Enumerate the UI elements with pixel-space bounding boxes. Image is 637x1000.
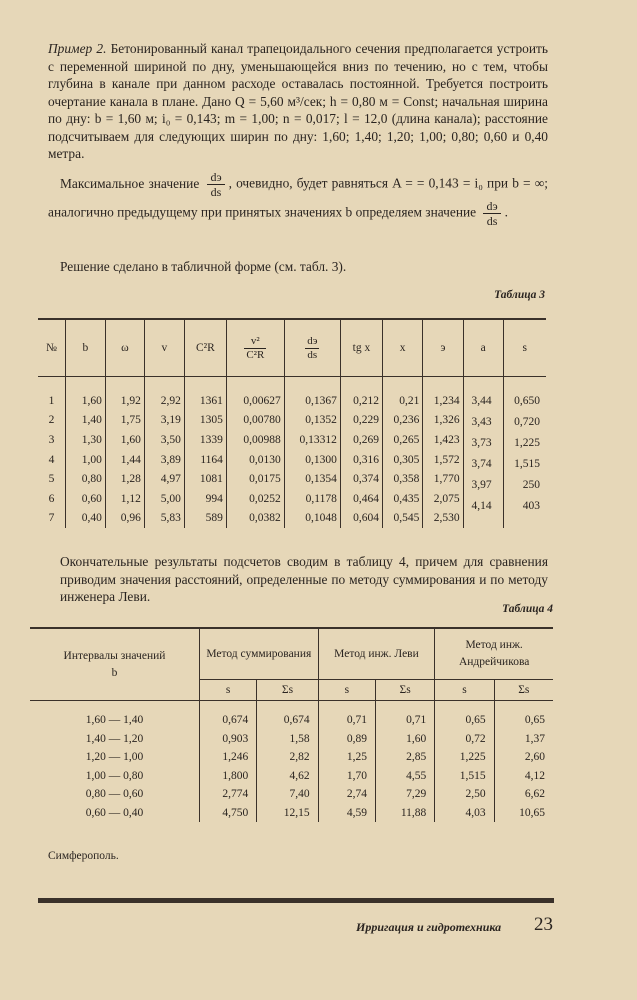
col-num: № bbox=[38, 319, 65, 377]
col-b: b bbox=[65, 319, 105, 377]
col-de-ds: dэ ds bbox=[284, 319, 340, 377]
paragraph-results: Окончательные результаты подсчетов сводим в таблицу 4, причем для сравнения приводим значения расстояний, определенные по методу суммирования и по методу инженера Леви. bbox=[60, 554, 548, 604]
table-row: 1,20 — 1,00 1,246 2,82 1,25 2,85 1,225 2,60 bbox=[30, 748, 553, 767]
table-row: 1,60 — 1,40 0,674 0,674 0,71 0,71 0,65 0,65 bbox=[30, 701, 553, 730]
table-row: 3 1,30 1,60 3,50 1339 0,00988 0,13312 0,269 0,265 1,423 bbox=[38, 430, 546, 450]
table-row: 2 1,40 1,75 3,19 1305 0,00780 0,1352 0,229 0,236 1,326 bbox=[38, 411, 546, 431]
max-value-text: Максимальное значение bbox=[60, 175, 200, 191]
col-omega: ω bbox=[105, 319, 144, 377]
city-signature: Симферополь. bbox=[48, 850, 119, 862]
sub-s-1: s bbox=[199, 680, 256, 701]
sub-sum-2: Σs bbox=[375, 680, 434, 701]
header-method-levi: Метод инж. Леви bbox=[318, 628, 435, 680]
table-row: 1,00 — 0,80 1,800 4,62 1,70 4,55 1,515 4,12 bbox=[30, 767, 553, 786]
col-c2r: C²R bbox=[184, 319, 226, 377]
table-row: 0,60 — 0,40 4,750 12,15 4,59 11,88 4,03 10,65 bbox=[30, 804, 553, 823]
paragraph-max-value bbox=[48, 170, 548, 228]
table-row: 5 0,80 1,28 4,97 1081 0,0175 0,1354 0,374 0,358 1,770 bbox=[38, 469, 546, 489]
table-row: 4 1,00 1,44 3,89 1164 0,0130 0,1300 0,316 0,305 1,572 bbox=[38, 450, 546, 470]
header-method-andreichikov: Метод инж. Андрейчикова bbox=[435, 628, 553, 680]
table-row: 1 1,60 1,92 2,92 1361 0,00627 0,1367 0,212 0,21 1,234 3,44 3,43 3,73 3,74 3,97 4,14 0,650 0,720 1,225 1,515 250 403 bbox=[38, 377, 546, 411]
paragraph-example bbox=[48, 40, 548, 163]
col-x: x bbox=[383, 319, 423, 377]
header-interval: Интервалы значений b bbox=[30, 628, 199, 701]
running-footer: Ирригация и гидротехника bbox=[356, 920, 502, 934]
table-3 bbox=[38, 318, 546, 528]
table-row: 7 0,40 0,96 5,83 589 0,0382 0,1048 0,604 0,545 2,530 bbox=[38, 509, 546, 529]
header-method-summation: Метод суммирования bbox=[199, 628, 318, 680]
sub-sum-3: Σs bbox=[494, 680, 553, 701]
col-s: s bbox=[503, 319, 546, 377]
table-row: 6 0,60 1,12 5,00 994 0,0252 0,1178 0,464 0,435 2,075 bbox=[38, 489, 546, 509]
sub-sum-1: Σs bbox=[257, 680, 318, 701]
fraction-de-ds: $\frac{dэ}{ds}$ bbox=[207, 170, 224, 199]
table4-caption: Таблица 4 bbox=[502, 603, 553, 615]
col-e: э bbox=[423, 319, 463, 377]
col-tgx: tg x bbox=[340, 319, 382, 377]
table-row: 0,80 — 0,60 2,774 7,40 2,74 7,29 2,50 6,62 bbox=[30, 785, 553, 804]
example-label: Пример 2. bbox=[48, 41, 107, 56]
table-4 bbox=[30, 627, 553, 822]
col-v: v bbox=[144, 319, 184, 377]
table3-caption: Таблица 3 bbox=[494, 289, 545, 301]
footer-rule bbox=[38, 898, 554, 903]
table-row: 1,40 — 1,20 0,903 1,58 0,89 1,60 0,72 1,37 bbox=[30, 730, 553, 749]
a-values: 3,44 3,43 3,73 3,74 3,97 4,14 bbox=[463, 377, 503, 529]
sub-s-2: s bbox=[318, 680, 375, 701]
s-values: 0,650 0,720 1,225 1,515 250 403 bbox=[503, 377, 546, 529]
col-a: a bbox=[463, 319, 503, 377]
period: . bbox=[504, 204, 508, 220]
paragraph-solution: Решение сделано в табличной форме (см. табл. 3). bbox=[60, 259, 347, 274]
example-text: Бетонированный канал трапецоидального сечения предполагается устроить с переменной шириной по дну, уменьшающейся вниз по течению, но с тем, чтобы глубина в канале при данном расходе оставалась постоянной. Требуется построить очертание канала в плане. Дано Q = 5,60 м³/сек; h = 0,80 м = Const; начальная ширина по дну: b = 1,60 м; i₀ = 0,143; m = 1,00; n = 0,017; l = 12,0 (длина канала); расстояние подсчитываем для следующих ширин по дну: 1,60; 1,40; 1,20; 1,00; 0,80; 0,60 и 0,40 метра. bbox=[48, 41, 548, 161]
fraction-de-ds-2: $\frac{dэ}{ds}$ bbox=[483, 199, 500, 228]
sub-s-3: s bbox=[435, 680, 494, 701]
col-v2-c2r: $\frac{\text{v²}}{\text{C²R}}$ bbox=[226, 319, 284, 377]
max-value-text-2: , очевидно, будет равняться A = = 0,143 = i₀ при b = ∞; аналогично предыдущему при принятых значениях b определяем значение bbox=[48, 175, 548, 220]
page-number: 23 bbox=[534, 914, 553, 935]
